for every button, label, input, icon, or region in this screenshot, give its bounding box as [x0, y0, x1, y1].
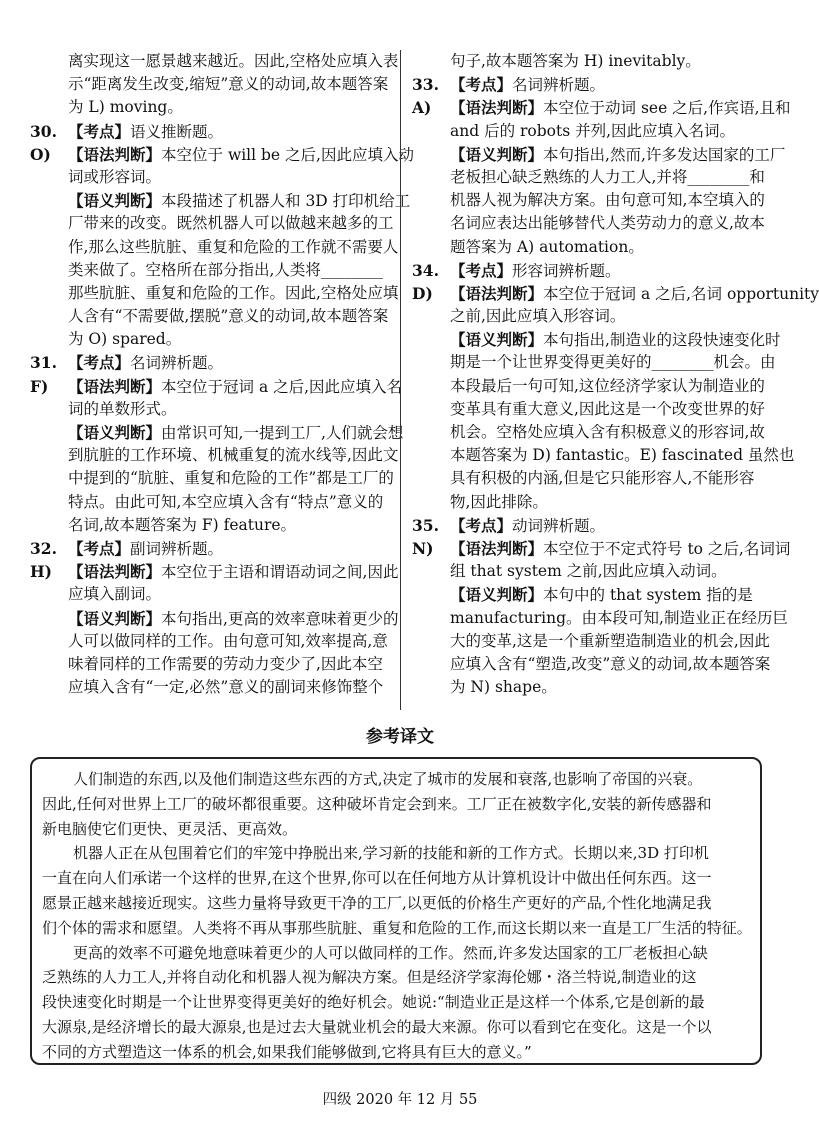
explanation-line: [412, 166, 774, 189]
explanation-text: 那些肮脏、重复和危险的工作。因此,空格处应填: [68, 283, 399, 302]
explanation-line: [30, 212, 394, 235]
explanation-text: 【考点】动词辨析题。: [450, 515, 606, 535]
explanation-text: 期是一个让世界变得更美好的________机会。由: [450, 353, 776, 372]
explanation-text: 中提到的“肮脏、重复和危险的工作”都是工厂的: [68, 469, 394, 488]
explanation-line: [412, 351, 774, 374]
explanation-line: [412, 653, 774, 676]
explanation-text: 【考点】名词辨析题。: [450, 75, 606, 95]
explanation-line: [30, 259, 390, 282]
explanation-line: [30, 444, 399, 467]
explanation-text: 厂带来的改变。既然机器人可以做越来越多的工: [68, 214, 394, 233]
explanation-text: 【语法判断】本空位于动词 see 之后,作宾语,且和: [450, 98, 791, 118]
explanation-text: 【语义判断】本句指出,更高的效率意味着更少的: [68, 608, 399, 628]
explanation-line: [30, 143, 414, 166]
explanation-text: 应填入含有“塑造,改变”意义的动词,故本题答案: [450, 654, 771, 673]
explanation-text: 应填入含有“一定,必然”意义的副词来修饰整个: [68, 678, 384, 697]
explanation-line: [412, 537, 791, 560]
explanation-line: [30, 189, 411, 212]
explanation-line: [30, 236, 399, 259]
explanation-text: 类来做了。空格所在部分指出,人类将________: [68, 260, 383, 279]
right-column: [412, 50, 819, 699]
explanation-text: 词的单数形式。: [68, 399, 177, 418]
explanation-line: [30, 514, 390, 537]
translation-line: 大源泉,是经济增长的最大源泉,也是过去大量就业机会的最大来源。你可以看到它在变化。这是一个以: [42, 1017, 712, 1036]
explanation-text: 人可以做同样的工作。由句意可知,效率提高,意: [68, 631, 388, 650]
explanation-line: [30, 653, 390, 676]
explanation-line: [30, 630, 390, 653]
question-label: H): [30, 562, 52, 582]
explanation-text: 组 that system 之前,因此应填入动词。: [450, 562, 727, 581]
explanation-text: and 后的 robots 并列,因此应填入名词。: [450, 121, 736, 140]
question-label: D): [412, 283, 433, 303]
explanation-text: 大的变革,这是一个重新塑造制造业的机会,因此: [450, 631, 770, 650]
explanation-line: [412, 73, 774, 96]
question-label: 30.: [30, 121, 57, 141]
explanation-line: [412, 444, 795, 467]
explanation-text: 句子,故本题答案为 H) inevitably。: [450, 52, 701, 70]
explanation-line: [412, 560, 774, 583]
explanation-line: [412, 583, 774, 606]
question-label: A): [412, 98, 432, 118]
explanation-line: [412, 259, 774, 282]
explanation-line: [412, 236, 774, 259]
explanation-line: [412, 189, 774, 212]
explanation-text: 具有积极的内涵,但是它只能形容人,不能形容: [450, 469, 755, 488]
explanation-text: 为 N) shape。: [450, 678, 557, 697]
explanation-text: 名词,故本题答案为 F) feature。: [68, 515, 297, 534]
explanation-text: 【语法判断】本空位于冠词 a 之后,因此应填入名: [68, 376, 403, 396]
translation-line: 一直在向人们承诺一个这样的世界,在这个世界,你可以在任何地方从计算机设计中做出任何东西。这一: [42, 869, 712, 888]
left-column: [30, 50, 414, 699]
explanation-text: 人含有“不需要做,摆脱”意义的动词,故本题答案: [68, 307, 389, 326]
explanation-line: [30, 120, 390, 143]
explanation-line: [30, 282, 399, 305]
explanation-text: 作,那么这些肮脏、重复和危险的工作就不需要人: [68, 237, 399, 256]
explanation-line: [412, 630, 774, 653]
translation-line: 们个体的需求和愿望。人类将不再从事那些肮脏、重复和危险的工作,而这长期以来一直是工厂生活的特征。: [42, 918, 752, 937]
explanation-text: 机会。空格处应填入含有积极意义的形容词,故: [450, 423, 765, 441]
translation-line: 更高的效率不可避免地意味着更少的人可以做同样的工作。然而,许多发达国家的工厂老板担心缺: [73, 943, 708, 962]
explanation-line: [30, 467, 394, 490]
explanation-line: [30, 676, 390, 699]
explanation-line: [412, 491, 774, 514]
explanation-line: [412, 282, 819, 305]
explanation-line: [30, 328, 390, 351]
translation-line: 段快速变化时期是一个让世界变得更美好的绝好机会。她说:“制造业正是这样一个体系,它是创新的最: [42, 993, 705, 1012]
explanation-text: 【语法判断】本空位于主语和谓语动词之间,因此: [68, 562, 399, 582]
explanation-line: [30, 50, 399, 73]
explanation-line: [30, 560, 399, 583]
explanation-text: 题答案为 A) automation。: [450, 237, 644, 256]
explanation-line: [412, 120, 774, 143]
explanation-text: 【语义判断】本句指出,制造业的这段快速变化时: [450, 330, 781, 350]
explanation-line: [30, 398, 390, 421]
explanation-line: [30, 351, 390, 374]
explanation-text: 【考点】形容词辨析题。: [450, 260, 621, 280]
explanation-line: [412, 305, 774, 328]
explanation-text: 为 O) spared。: [68, 330, 182, 349]
explanation-line: [412, 607, 788, 630]
explanation-line: [30, 583, 390, 606]
explanation-text: 为 L) moving。: [68, 98, 183, 117]
explanation-line: [412, 212, 774, 235]
explanation-text: 本段最后一句可知,这位经济学家认为制造业的: [450, 376, 765, 395]
explanation-text: 【考点】名词辨析题。: [68, 353, 224, 373]
explanation-line: [412, 467, 774, 490]
question-label: O): [30, 144, 51, 164]
explanation-text: 【考点】语义推断题。: [68, 121, 224, 141]
explanation-text: 机器人视为解决方案。由句意可知,本空填入的: [450, 191, 765, 210]
translation-line: 因此,任何对世界上工厂的破坏都很重要。这种破坏肯定会到来。工厂正在被数字化,安装的新传感器和: [42, 794, 712, 813]
question-label: 31.: [30, 353, 57, 373]
explanation-line: [30, 607, 399, 630]
explanation-text: 物,因此排除。: [450, 492, 548, 511]
explanation-line: [30, 421, 404, 444]
explanation-text: 【语义判断】本句中的 that system 指的是: [450, 585, 753, 605]
explanation-text: 【语义判断】本句指出,然而,许多发达国家的工厂: [450, 144, 786, 164]
translation-line: 新电脑使它们更快、更灵活、更高效。: [42, 819, 298, 838]
explanation-line: [412, 375, 774, 398]
explanation-line: [412, 398, 774, 421]
explanation-text: 特点。由此可知,本空应填入含有“特点”意义的: [68, 492, 384, 511]
explanation-text: 【语义判断】本段描述了机器人和 3D 打印机给工: [68, 191, 411, 211]
explanation-text: 词或形容词。: [68, 167, 162, 186]
explanation-text: 名词应表达出能够替代人类劳动力的意义,故本: [450, 214, 765, 233]
question-label: F): [30, 376, 49, 396]
question-label: 32.: [30, 538, 57, 558]
explanation-text: 【语义判断】由常识可知,一提到工厂,人们就会想: [68, 423, 404, 442]
explanation-text: 味着同样的工作需要的劳动力变少了,因此本空: [68, 654, 383, 673]
explanation-line: [30, 166, 390, 189]
explanation-text: 示“距离发生改变,缩短”意义的动词,故本题答案: [68, 75, 389, 94]
translation-line: 愿景正越来越接近现实。这些力量将导致更干净的工厂,以更低的价格生产更好的产品,个性化地满足我: [42, 893, 712, 912]
page-footer: 四级 2020 年 12 月 55: [322, 1092, 478, 1108]
explanation-line: [30, 491, 390, 514]
explanation-text: 本题答案为 D) fantastic。E) fascinated 虽然也: [450, 446, 795, 465]
explanation-line: [412, 96, 791, 119]
explanation-line: [412, 514, 774, 537]
explanation-line: [412, 676, 774, 699]
question-label: N): [412, 538, 434, 558]
question-label: 33.: [412, 75, 439, 95]
explanation-line: [30, 96, 390, 119]
explanation-text: 【语法判断】本空位于 will be 之后,因此应填入动: [68, 144, 414, 164]
explanation-text: 老板担心缺乏熟练的人力工人,并将________和: [450, 167, 765, 186]
explanation-text: 离实现这一愿景越来越近。因此,空格处应填入表: [68, 52, 399, 70]
explanation-text: 【考点】副词辨析题。: [68, 538, 224, 558]
translation-line: 乏熟练的人力工人,并将自动化和机器人视为解决方案。但是经济学家海伦娜・洛兰特说,制造业的这: [42, 968, 697, 987]
explanation-line: [412, 328, 781, 351]
explanation-text: 到肮脏的工作环境、机械重复的流水线等,因此文: [68, 446, 399, 465]
explanation-line: [30, 305, 390, 328]
translation-line: 机器人正在从包围着它们的牢笼中挣脱出来,学习新的技能和新的工作方式。长期以来,3D 打印机: [73, 844, 709, 863]
explanation-line: [412, 143, 786, 166]
translation-box: [30, 757, 762, 1065]
explanation-line: [30, 537, 390, 560]
explanation-line: [412, 421, 774, 444]
explanation-line: [30, 73, 390, 96]
explanation-line: [30, 375, 403, 398]
explanation-text: 【语法判断】本空位于冠词 a 之后,名词 opportunity: [450, 283, 819, 303]
explanation-text: 变革具有重大意义,因此这是一个改变世界的好: [450, 399, 765, 418]
column-divider: [400, 50, 401, 710]
explanation-text: 之前,因此应填入形容词。: [450, 307, 626, 326]
explanation-line: [412, 50, 774, 73]
translation-line: 人们制造的东西,以及他们制造这些东西的方式,决定了城市的发展和衰落,也影响了帝国的兴衰。: [73, 770, 703, 788]
question-label: 34.: [412, 260, 439, 280]
translation-line: 不同的方式塑造这一体系的机会,如果我们能够做到,它将具有巨大的意义。”: [42, 1042, 532, 1061]
explanation-text: 应填入副词。: [68, 585, 162, 604]
explanation-text: 【语法判断】本空位于不定式符号 to 之后,名词词: [450, 538, 791, 558]
translation-title: 参考译文: [366, 727, 434, 747]
question-label: 35.: [412, 515, 439, 535]
explanation-text: manufacturing。由本段可知,制造业正在经历巨: [450, 608, 788, 627]
